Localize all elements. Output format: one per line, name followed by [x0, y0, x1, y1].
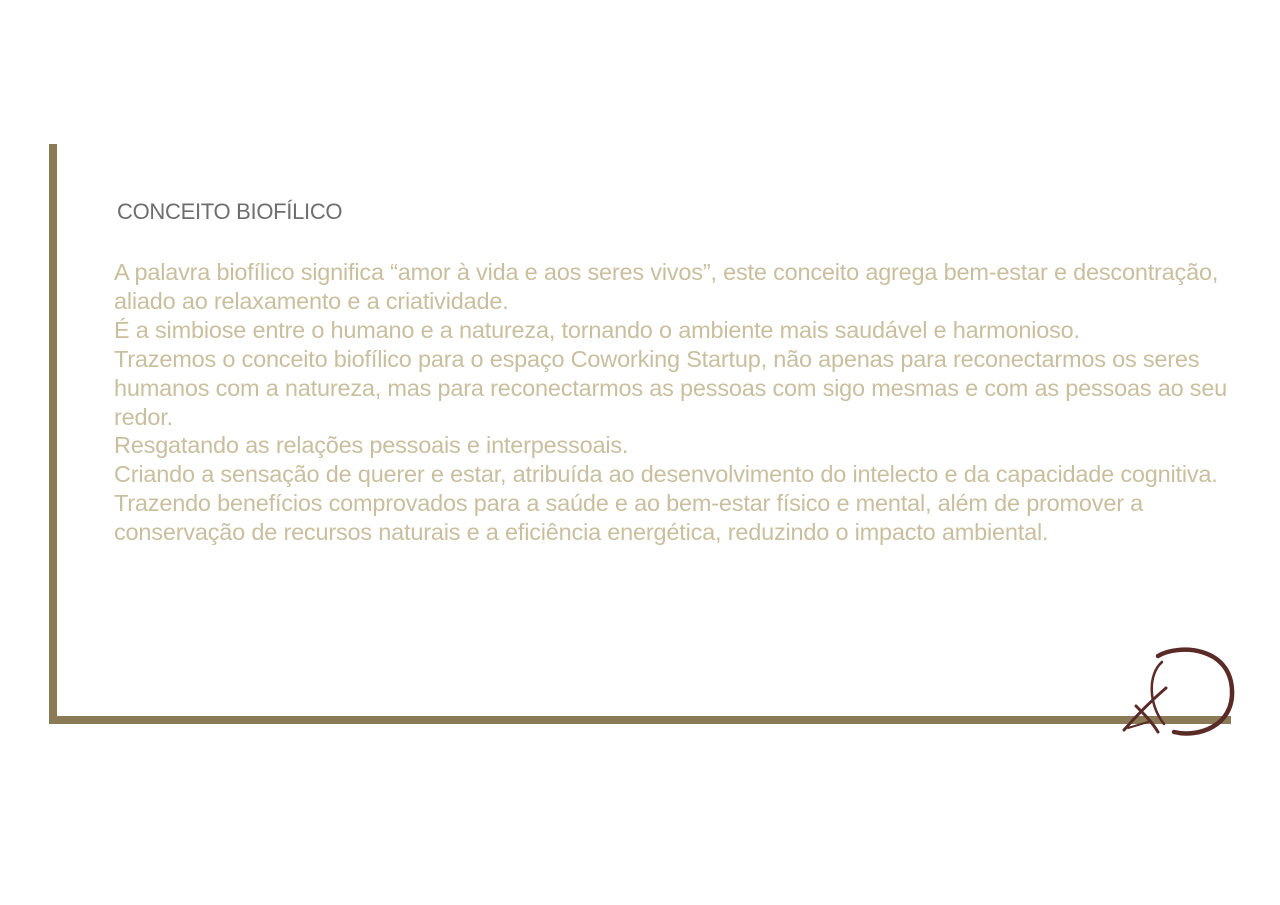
- paragraph-definition: A palavra biofílico significa “amor à vida e aos seres vivos”, este conceito agrega bem-estar e descontração, aliado ao relaxamento e a criatividade.: [114, 259, 1219, 314]
- page-title: CONCEITO BIOFÍLICO: [117, 199, 343, 224]
- paragraph-sensation: Criando a sensação de querer e estar, atribuída ao desenvolvimento do intelecto e da capacidade cognitiva.: [114, 461, 1218, 488]
- paragraph-benefits: Trazendo benefícios comprovados para a saúde e ao bem-estar físico e mental, além de promover a conservação de recursos naturais e a eficiência energética, reduzindo o impacto ambiental.: [114, 490, 1144, 546]
- frame-left-border: [49, 144, 57, 724]
- frame-bottom-border: [49, 716, 1231, 724]
- monogram-logo-icon: [1118, 644, 1238, 740]
- paragraph-symbiosis: É a simbiose entre o humano e a natureza, tornando o ambiente mais saudável e harmonioso.: [114, 316, 1080, 343]
- body-text: [114, 258, 1264, 547]
- paragraph-relations: Resgatando as relações pessoais e interpessoais.: [114, 432, 629, 459]
- paragraph-coworking: Trazemos o conceito biofílico para o espaço Coworking Startup, não apenas para reconectarmos os seres humanos com a natureza, mas para reconectarmos as pessoas com sigo mesmas e com as pessoas ao seu redor.: [114, 345, 1228, 430]
